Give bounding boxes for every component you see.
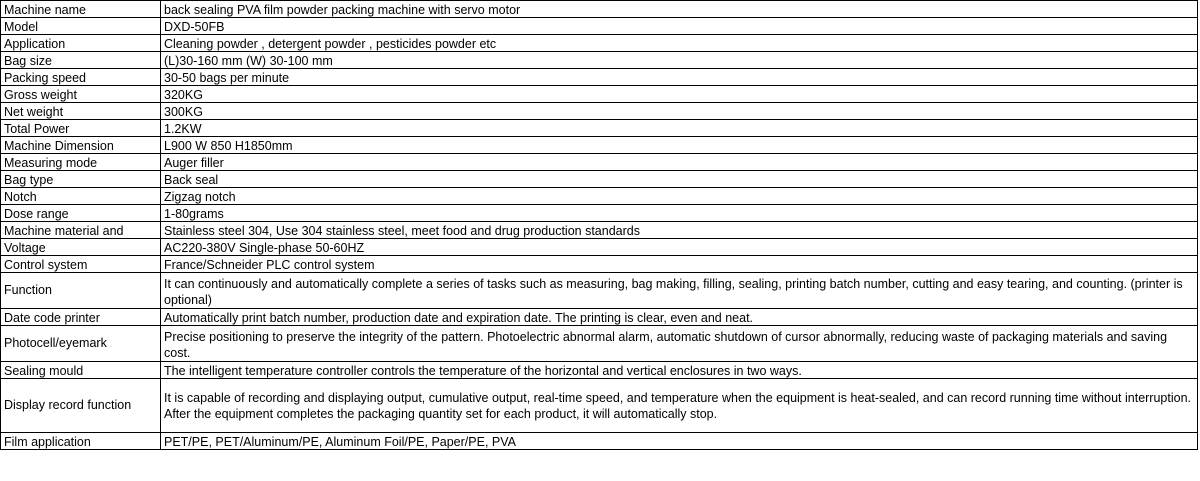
spec-value: 300KG xyxy=(161,103,1198,120)
spec-value: It is capable of recording and displaying output, cumulative output, real-time speed, and temperature when the equipment is heat-sealed, and can record running time without interruption. After the equipment completes the packaging quantity set for each product, it will automatically stop. xyxy=(161,379,1198,433)
spec-value: AC220-380V Single-phase 50-60HZ xyxy=(161,239,1198,256)
spec-label: Gross weight xyxy=(1,86,161,103)
spec-label: Model xyxy=(1,18,161,35)
spec-label: Film application xyxy=(1,433,161,450)
spec-label: Bag size xyxy=(1,52,161,69)
spec-label: Application xyxy=(1,35,161,52)
spec-value: Automatically print batch number, production date and expiration date. The printing is clear, even and neat. xyxy=(161,309,1198,326)
table-row xyxy=(1,433,1198,450)
spec-label: Control system xyxy=(1,256,161,273)
spec-label: Sealing mould xyxy=(1,362,161,379)
spec-label: Bag type xyxy=(1,171,161,188)
table-row xyxy=(1,1,1198,18)
table-row xyxy=(1,309,1198,326)
spec-value: 30-50 bags per minute xyxy=(161,69,1198,86)
spec-value: Stainless steel 304, Use 304 stainless steel, meet food and drug production standards xyxy=(161,222,1198,239)
table-row xyxy=(1,18,1198,35)
table-row xyxy=(1,52,1198,69)
spec-label: Packing speed xyxy=(1,69,161,86)
spec-label: Machine material and xyxy=(1,222,161,239)
spec-value: The intelligent temperature controller controls the temperature of the horizontal and vertical enclosures in two ways. xyxy=(161,362,1198,379)
table-row xyxy=(1,362,1198,379)
table-row xyxy=(1,205,1198,222)
table-row xyxy=(1,86,1198,103)
spec-label: Voltage xyxy=(1,239,161,256)
table-row xyxy=(1,188,1198,205)
table-row xyxy=(1,222,1198,239)
spec-label: Dose range xyxy=(1,205,161,222)
spec-value: It can continuously and automatically complete a series of tasks such as measuring, bag making, filling, sealing, printing batch number, cutting and easy tearing, and counting. (printer is optional) xyxy=(161,273,1198,309)
spec-value: Auger filler xyxy=(161,154,1198,171)
spec-value: 1.2KW xyxy=(161,120,1198,137)
spec-value: back sealing PVA film powder packing machine with servo motor xyxy=(161,1,1198,18)
spec-value: (L)30-160 mm (W) 30-100 mm xyxy=(161,52,1198,69)
spec-label: Total Power xyxy=(1,120,161,137)
table-row xyxy=(1,239,1198,256)
spec-value: France/Schneider PLC control system xyxy=(161,256,1198,273)
table-row xyxy=(1,154,1198,171)
spec-label: Photocell/eyemark xyxy=(1,326,161,362)
spec-value: 320KG xyxy=(161,86,1198,103)
spec-value: PET/PE, PET/Aluminum/PE, Aluminum Foil/PE, Paper/PE, PVA xyxy=(161,433,1198,450)
table-row xyxy=(1,256,1198,273)
spec-label: Notch xyxy=(1,188,161,205)
table-row xyxy=(1,120,1198,137)
spec-value: Zigzag notch xyxy=(161,188,1198,205)
spec-label: Machine Dimension xyxy=(1,137,161,154)
spec-value: 1-80grams xyxy=(161,205,1198,222)
spec-label: Measuring mode xyxy=(1,154,161,171)
spec-value: L900 W 850 H1850mm xyxy=(161,137,1198,154)
spec-value: Back seal xyxy=(161,171,1198,188)
spec-value: DXD-50FB xyxy=(161,18,1198,35)
table-row xyxy=(1,273,1198,309)
table-row xyxy=(1,69,1198,86)
spec-label: Display record function xyxy=(1,379,161,433)
table-row xyxy=(1,326,1198,362)
spec-label: Date code printer xyxy=(1,309,161,326)
spec-label: Net weight xyxy=(1,103,161,120)
spec-value: Cleaning powder , detergent powder , pesticides powder etc xyxy=(161,35,1198,52)
table-row xyxy=(1,171,1198,188)
table-row xyxy=(1,35,1198,52)
spec-label: Function xyxy=(1,273,161,309)
table-row xyxy=(1,103,1198,120)
spec-value: Precise positioning to preserve the integrity of the pattern. Photoelectric abnormal alarm, automatic shutdown of cursor abnormally, reducing waste of packaging materials and saving cost. xyxy=(161,326,1198,362)
table-row xyxy=(1,137,1198,154)
spec-label: Machine name xyxy=(1,1,161,18)
table-row xyxy=(1,379,1198,433)
